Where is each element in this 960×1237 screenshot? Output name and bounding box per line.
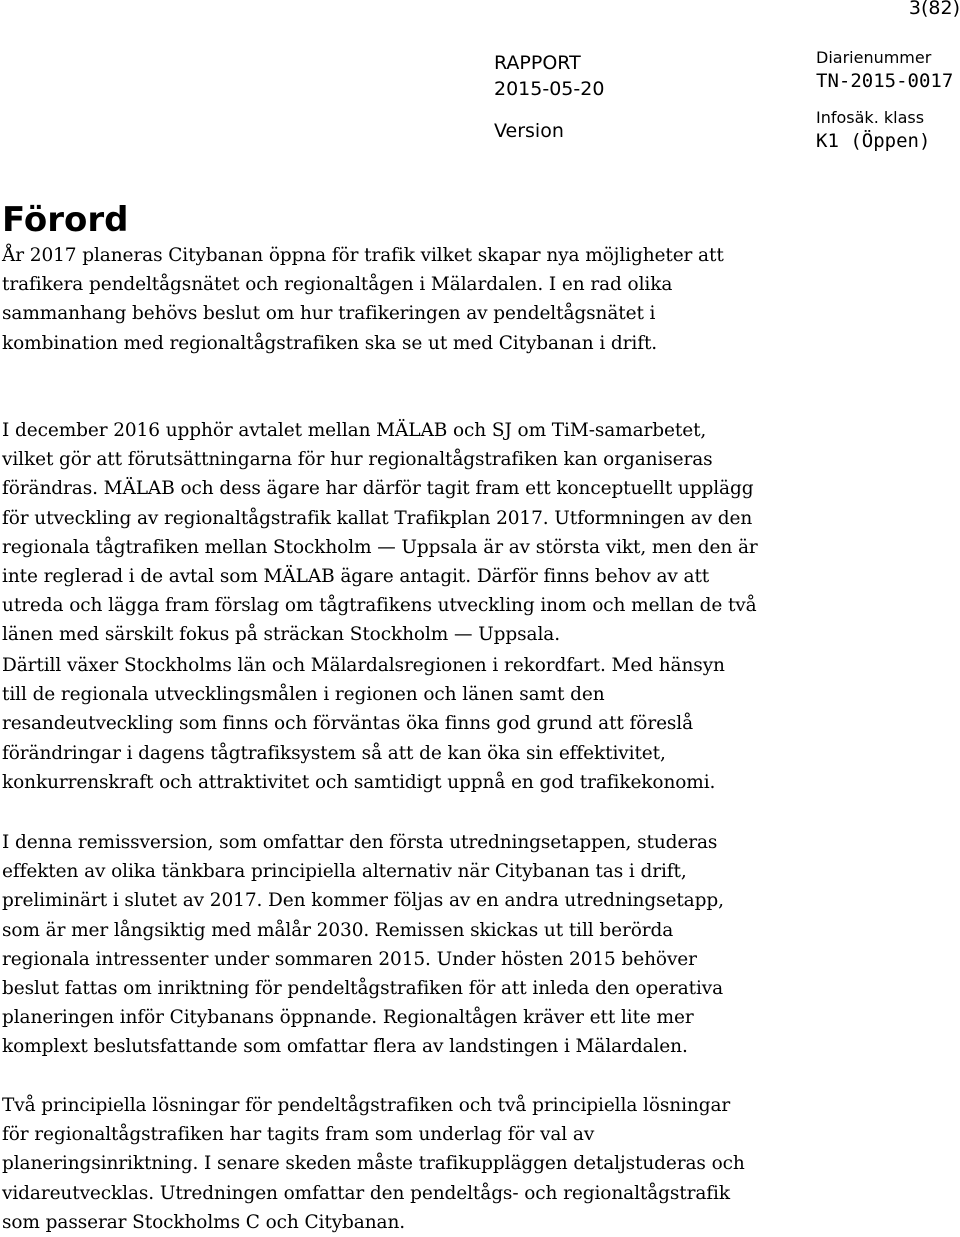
paragraph-line: regionala intressenter under sommaren 2015. Under hösten 2015 behöver (2, 948, 697, 970)
paragraph-line: Därtill växer Stockholms län och Mälardalsregionen i rekordfart. Med hänsyn (2, 655, 725, 676)
paragraph-line: regionala tågtrafiken mellan Stockholm — Uppsala är av största vikt, men den är (2, 536, 758, 558)
paragraph-line: kombination med regionaltågstrafiken ska se ut med Citybanan i drift. (2, 332, 658, 354)
paragraph-line: för regionaltågstrafiken har tagits fram som underlag för val av (2, 1124, 595, 1146)
doc-date: 2015-05-20 (494, 78, 605, 100)
paragraph-line: länen med särskilt fokus på sträckan Stockholm — Uppsala. (2, 624, 560, 646)
paragraph-line: I denna remissversion, som omfattar den första utredningsetappen, studeras (2, 832, 718, 853)
paragraph-line: komplext beslutsfattande som omfattar flera av landstingen i Mälardalen. (2, 1036, 688, 1058)
paragraph-line: vilket gör att förutsättningarna för hur regionaltågstrafiken kan organiseras (2, 449, 713, 471)
section-heading: Förord (2, 200, 129, 240)
paragraph-line: resandeutveckling som finns och förväntas öka finns god grund att föreslå (2, 713, 694, 735)
paragraph-4 (2, 828, 952, 1062)
paragraph-line: för utveckling av regionaltågstrafik kallat Trafikplan 2017. Utformningen av den (2, 507, 753, 529)
paragraph-line: förändras. MÄLAB och dess ägare har därför tagit fram ett konceptuellt upplägg (2, 478, 754, 500)
infosak-value: K1 (Öppen) (816, 130, 931, 152)
paragraph-line: planeringsinriktning. I senare skeden måste trafikuppläggen detaljstuderas och (2, 1153, 745, 1175)
paragraph-line: beslut fattas om inriktning för pendeltågstrafiken för att inleda den operativa (2, 978, 724, 1000)
paragraph-line: effekten av olika tänkbara principiella alternativ när Citybanan tas i drift, (2, 861, 687, 883)
paragraph-line: som passerar Stockholms C och Citybanan. (2, 1211, 406, 1233)
paragraph-line: konkurrenskraft och attraktivitet och samtidigt uppnå en god trafikekonomi. (2, 771, 716, 793)
paragraph-line: År 2017 planeras Citybanan öppna för trafik vilket skapar nya möjligheter att (2, 245, 724, 266)
diarienummer-value: TN-2015-0017 (816, 70, 954, 92)
paragraph-line: förändringar i dagens tågtrafiksystem så att de kan öka sin effektivitet, (2, 742, 666, 764)
paragraph-line: inte reglerad i de avtal som MÄLAB ägare antagit. Därför finns behov av att (2, 566, 710, 588)
paragraph-line: som är mer långsiktig med målår 2030. Remissen skickas ut till berörda (2, 919, 674, 941)
paragraph-1 (2, 241, 952, 358)
header-infosak-block (816, 108, 930, 154)
paragraph-line: Två principiella lösningar för pendeltågstrafiken och två principiella lösningar (2, 1095, 731, 1116)
diarienummer-label: Diarienummer (816, 48, 932, 67)
infosak-label: Infosäk. klass (816, 108, 925, 127)
header-diarienummer-block (816, 48, 953, 94)
paragraph-line: trafikera pendeltågsnätet och regionaltågen i Mälardalen. I en rad olika (2, 274, 673, 296)
paragraph-line: vidareutvecklas. Utredningen omfattar den pendeltågs- och regionaltågstrafik (2, 1182, 730, 1204)
doc-type: RAPPORT (494, 52, 581, 74)
version-label: Version (494, 120, 564, 142)
page-number: 3(82) (908, 0, 960, 19)
header-version-block (494, 118, 564, 144)
paragraph-3 (2, 651, 952, 797)
paragraph-line: sammanhang behövs beslut om hur trafikeringen av pendeltågsnätet i (2, 303, 656, 325)
paragraph-line: utreda och lägga fram förslag om tågtrafikens utveckling inom och mellan de två (2, 595, 757, 617)
paragraph-line: preliminärt i slutet av 2017. Den kommer följas av en andra utredningsetapp, (2, 890, 724, 912)
paragraph-2 (2, 416, 952, 650)
paragraph-5 (2, 1091, 952, 1237)
header-doc-block (494, 50, 604, 102)
paragraph-line: planeringen inför Citybanans öppnande. Regionaltågen kräver ett lite mer (2, 1007, 694, 1029)
paragraph-line: I december 2016 upphör avtalet mellan MÄLAB och SJ om TiM-samarbetet, (2, 420, 707, 441)
paragraph-line: till de regionala utvecklingsmålen i regionen och länen samt den (2, 684, 605, 706)
